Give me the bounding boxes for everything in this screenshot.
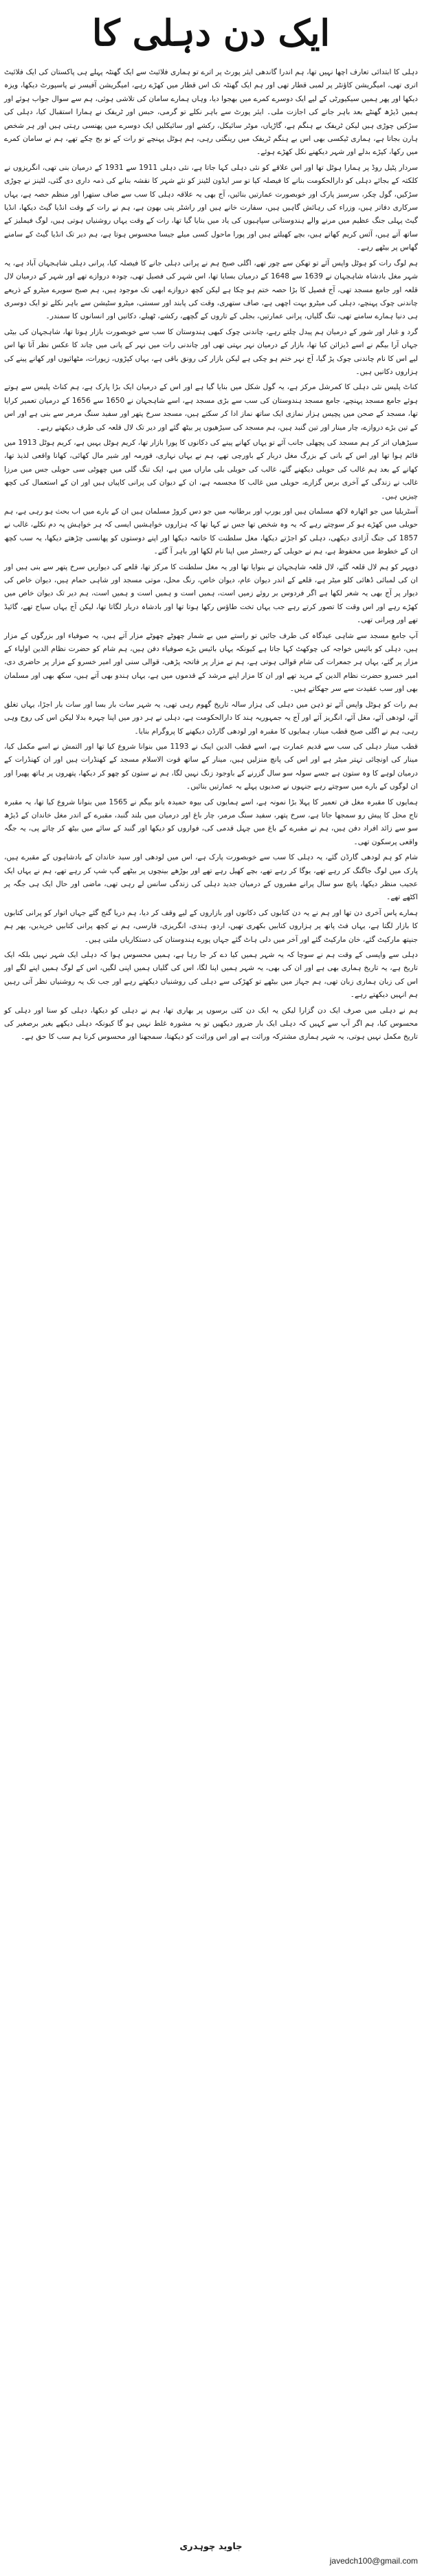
paragraph: شام کو ہم لودھی گارڈن گئے، یہ دہلی کا سب سے خوبصورت پارک ہے، اس میں لودھی اور سید خاندان کے بادشاہوں کے مقبرے ہیں، پارک میں لوگ جاگنگ کر رہے تھے، یوگا کر رہے تھے، بچے کھیل رہے تھے اور بوڑھے بینچوں پر بیٹھے گپ شپ کر رہے تھے، ہم نے یہاں ایک عجیب منظر دیکھا، پانچ سو سال پرانے مقبروں کے درمیان جدید دہلی کی زندگی سانس لے رہی تھی، ماضی اور حال ایک ہی جگہ پر اکٹھے تھے۔ (4, 853, 418, 902)
paragraph: ہم رات کو ہوٹل واپس آئے تو ذہن میں دہلی کی ہزار سالہ تاریخ گھوم رہی تھی، یہ شہر سات بار بسا اور سات بار اجڑا، یہاں تغلق آئے، لودھی آئے، مغل آئے، انگریز آئے اور آج یہ جمہوریہ ہند کا دارالحکومت ہے، دہلی نے ہر دور میں اپنا چہرہ بدلا لیکن اس کی روح وہی رہی، ہم نے اگلی صبح قطب مینار، ہمایوں کا مقبرہ اور لودھی گارڈن دیکھنے کا پروگرام بنایا۔ (4, 700, 418, 736)
paragraph: آسٹریلیا میں جو اٹھارہ لاکھ مسلمان ہیں اور یورپ اور برطانیہ میں جو دس کروڑ مسلمان ہیں ان کے بارے میں اب بحث ہو رہی ہے، ہم حویلی میں کھڑے ہو کر سوچتے رہے کہ یہ وہ شخص تھا جس نے کہا تھا کہ ہزاروں خواہشیں ایسی کہ ہر خواہش پہ دم نکلے، غالب نے 1857 کی جنگ آزادی دیکھی، دہلی کو اجڑتے دیکھا، مغل سلطنت کا خاتمہ دیکھا اور اپنے دوستوں کو پھانسی چڑھتے دیکھا، یہ سب کچھ ان کے خطوط میں محفوظ ہے، ہم نے حویلی کے رجسٹر میں اپنا نام لکھا اور باہر آ گئے۔ (4, 507, 418, 556)
paragraph: سیڑھیاں اتر کر ہم مسجد کی پچھلی جانب آئے تو یہاں کھانے پینے کی دکانوں کا پورا بازار تھا، کریم ہوٹل یہیں ہے، کریم ہوٹل 1913 میں قائم ہوا تھا اور اس کے بانی کے بزرگ مغل دربار کے باورچی تھے، ہم نے یہاں نہاری، قورمہ اور شیر مال کھائی، کھانا واقعی لذیذ تھا، کھانے کے بعد ہم غالب کی حویلی دیکھنے گئے، غالب کی حویلی بلی ماراں میں ہے، ایک تنگ گلی میں چھوٹی سی حویلی جس میں مرزا غالب نے زندگی کے آخری برس گزارے، حویلی میں غالب کا مجسمہ ہے، ان کے دیوان کی پرانی کاپیاں ہیں اور ان کے استعمال کی کچھ چیزیں ہیں۔ (4, 438, 419, 500)
paragraph: کناٹ پلیس نئی دہلی کا کمرشل مرکز ہے، یہ گول شکل میں بنایا گیا ہے اور اس کے درمیان ایک بڑا پارک ہے، ہم کناٹ پلیس سے ہوتے ہوئے جامع مسجد پہنچے، جامع مسجد ہندوستان کی سب سے بڑی مسجد ہے، اسے شاہجہان نے 1650 سے 1656 کے درمیان تعمیر کرایا تھا، مسجد کے صحن میں پچیس ہزار نمازی ایک ساتھ نماز ادا کر سکتے ہیں، مسجد سرخ پتھر اور سفید سنگ مرمر سے بنی ہے اور اس کے تین بڑے دروازے، چار مینار اور تین گنبد ہیں، ہم مسجد کی سیڑھیوں پر بیٹھ گئے اور دیر تک لال قلعہ کی طرف دیکھتے رہے۔ (4, 383, 418, 432)
paragraph: گرد و غبار اور شور کے درمیان ہم پیدل چلتے رہے، چاندنی چوک کبھی ہندوستان کا سب سے خوبصورت بازار ہوتا تھا، شاہجہان کی بیٹی جہاں آرا بیگم نے اسے ڈیزائن کیا تھا، بازار کے درمیان نہر بہتی تھی اور چاندنی رات میں نہر کے پانی میں چاند کا عکس نظر آتا تھا اس لیے اس کا نام چاندنی چوک پڑ گیا، آج نہر ختم ہو چکی ہے لیکن بازار کی رونق باقی ہے، یہاں کپڑوں، زیورات، مٹھائیوں اور کھانے پینے کی ہزاروں دکانیں ہیں۔ (4, 327, 418, 376)
paragraph: دہلی کا ابتدائی تعارف اچھا نہیں تھا، ہم اندرا گاندھی ایئر پورٹ پر اترے تو ہماری فلائیٹ سے ایک گھنٹہ پہلے ہی پاکستان کی ایک فلائیٹ اتری تھی، امیگریشن کاؤنٹر پر لمبی قطار تھی اور ہم ایک گھنٹہ تک اس قطار میں کھڑے رہے، امیگریشن آفیسر نے پاسپورٹ دیکھا، ویزہ دیکھا اور پھر ہمیں سیکیورٹی کے لیے ایک دوسرے کمرے میں بھجوا دیا، وہاں ہمارے سامان کی تلاشی ہوئی، ہم سے سوال جواب ہوئے اور ہمیں ڈیڑھ گھنٹے بعد باہر جانے کی اجازت ملی۔ ایئر پورٹ سے باہر نکلے تو گرمی، حبس اور ٹریفک نے ہمارا استقبال کیا، دہلی کی سڑکیں چوڑی ہیں لیکن ٹریفک بے ہنگم ہے، گاڑیاں، موٹر سائیکل، رکشے اور سائیکلیں ایک دوسرے میں پھنسی رہتی ہیں اور ہر شخص ہارن بجاتا ہے، ہماری ٹیکسی بھی اس بے ہنگم ٹریفک میں رینگتی رہی، ہم ہوٹل پہنچے تو رات کے نو بج چکے تھے، ہم نے سامان کمرے میں رکھا، کپڑے بدلے اور شہر دیکھنے نکل کھڑے ہوئے۔ (4, 68, 418, 157)
article-body (4, 66, 418, 1044)
paragraph: قطب مینار دہلی کی سب سے قدیم عمارت ہے، اسے قطب الدین ایبک نے 1193 میں بنوانا شروع کیا تھا اور التمش نے اسے مکمل کیا، مینار کی اونچائی تہتر میٹر ہے اور اس کی پانچ منزلیں ہیں، مینار کے ساتھ قوت الاسلام مسجد کے کھنڈرات ہیں اور ان کھنڈرات کے درمیان لوہے کا وہ ستون ہے جسے سولہ سو سال گزرنے کے باوجود زنگ نہیں لگا، ہم نے ستون کو چھو کر دیکھا، پتھروں پر ہاتھ پھیرا اور ان لوگوں کے بارے میں سوچتے رہے جنہوں نے صدیوں پہلے یہ عمارتیں بنائیں۔ (4, 742, 418, 791)
paragraph: آپ جامع مسجد سے شاہی عیدگاہ کی طرف جائیں تو راستے میں بے شمار چھوٹے چھوٹے مزار آتے ہیں، یہ صوفیاء اور بزرگوں کے مزار ہیں، دہلی کو بائیس خواجہ کی چوکھٹ کہا جاتا ہے کیونکہ یہاں بائیس بڑے صوفیاء دفن ہیں، ہم شام کو حضرت نظام الدین اولیاء کے مزار پر گئے، یہاں ہر جمعرات کی شام قوالی ہوتی ہے، ہم نے مزار پر فاتحہ پڑھی، قوالی سنی اور امیر خسرو کے مزار پر حاضری دی، امیر خسرو حضرت نظام الدین کے مرید تھے اور ان کا مزار اپنے مرشد کے قدموں میں ہے، یہاں ہندو بھی آتے ہیں، سکھ بھی اور مسلمان بھی اور سب عقیدت سے سر جھکاتے ہیں۔ (4, 631, 418, 694)
byline (4, 2542, 418, 2569)
paragraph: سردار پٹیل روڈ پر ہمارا ہوٹل تھا اور اس علاقے کو نئی دہلی کہا جاتا ہے، نئی دہلی 1911 سے 1931 کے درمیان بنی تھی، انگریزوں نے کلکتہ کے بجائے دہلی کو دارالحکومت بنانے کا فیصلہ کیا تو سر ایڈون لٹینز کو نئے شہر کا نقشہ بنانے کی ذمہ داری دی گئی، لٹینز نے چوڑی سڑکیں، گول چکر، سرسبز پارک اور خوبصورت عمارتیں بنائیں، آج بھی یہ علاقہ دہلی کا سب سے صاف ستھرا اور منظم حصہ ہے، یہاں سرکاری دفاتر ہیں، وزراء کی رہائش گاہیں ہیں، سفارت خانے ہیں اور راشٹر پتی بھون ہے، ہم نے رات کے وقت انڈیا گیٹ دیکھا، انڈیا گیٹ پہلی جنگ عظیم میں مرنے والے ہندوستانی سپاہیوں کی یاد میں بنایا گیا تھا، رات کے وقت یہاں روشنیاں ہوتی ہیں، لوگ فیملیز کے ساتھ آتے ہیں، آئس کریم کھاتے ہیں، بچے کھیلتے ہیں اور پورا ماحول کسی میلے جیسا محسوس ہوتا ہے، ہم دیر تک انڈیا گیٹ کے سامنے گھاس پر بیٹھے رہے۔ (4, 163, 418, 252)
paragraph: ہم نے دہلی میں صرف ایک دن گزارا لیکن یہ ایک دن کئی برسوں پر بھاری تھا، ہم نے دہلی کو دیکھا، دہلی کو سنا اور دہلی کو محسوس کیا، ہم اگر آپ سے کہیں کہ دہلی ایک بار ضرور دیکھیں تو یہ مشورہ غلط نہیں ہو گا کیونکہ دہلی دیکھے بغیر برصغیر کی تاریخ مکمل نہیں ہوتی، یہ شہر ہماری مشترکہ وراثت ہے اور اس وراثت کو دیکھنا، سمجھنا اور محسوس کرنا ہم سب کا حق ہے۔ (4, 1006, 418, 1042)
headline: ایک دن دہلی کا (92, 12, 330, 54)
paragraph: ہمایوں کا مقبرہ مغل فن تعمیر کا پہلا بڑا نمونہ ہے، اسے ہمایوں کی بیوہ حمیدہ بانو بیگم نے 1565 میں بنوانا شروع کیا تھا، یہ مقبرہ تاج محل کا پیش رو سمجھا جاتا ہے، سرخ پتھر، سفید سنگ مرمر، چار باغ اور درمیان میں بلند گنبد، مقبرے کے اندر مغل خاندان کے ڈیڑھ سو سے زائد افراد دفن ہیں، ہم نے مقبرے کے باغ میں چہل قدمی کی، فواروں کو دیکھا اور گنبد کے سائے میں بیٹھ کر چائے پی، یہ جگہ واقعی پرسکون تھی۔ (4, 797, 418, 846)
paragraph: دوپہر کو ہم لال قلعہ گئے، لال قلعہ شاہجہان نے بنوایا تھا اور یہ مغل سلطنت کا مرکز تھا، قلعے کی دیواریں سرخ پتھر سے بنی ہیں اور ان کی لمبائی ڈھائی کلو میٹر ہے، قلعے کے اندر دیوان عام، دیوان خاص، رنگ محل، موتی مسجد اور شاہی حمام ہیں، دیوان خاص کی دیوار پر آج بھی یہ شعر لکھا ہے اگر فردوس بر روئے زمیں است، ہمیں است و ہمیں است و ہمیں است، ہم دیر تک دیوان خاص میں کھڑے رہے اور اس وقت کا تصور کرتے رہے جب یہاں تخت طاؤس رکھا ہوتا تھا اور بادشاہ دربار لگاتا تھا، لیکن آج یہاں سیاح تھے، گائیڈ تھے اور ویرانی تھی۔ (4, 562, 418, 625)
paragraph: دہلی سے واپسی کے وقت ہم نے سوچا کہ یہ شہر ہمیں کیا دے کر جا رہا ہے، ہمیں محسوس ہوا کہ دہلی ایک شہر نہیں بلکہ ایک تاریخ ہے، یہ تاریخ ہماری بھی ہے اور ان کی بھی، یہ شہر ہمیں اپنا لگا، اس کی گلیاں ہمیں اپنی لگیں، اس کے لوگ ہمیں اپنے لگے اور اس کی زبان ہماری زبان تھی، ہم جہاز میں بیٹھے تو کھڑکی سے دہلی کی روشنیاں دیکھتے رہے اور جب تک یہ روشنیاں نظر آتی رہیں ہم انہیں دیکھتے رہے۔ (4, 951, 418, 1000)
paragraph: ہمارے پاس آخری دن تھا اور ہم نے یہ دن کتابوں کی دکانوں اور بازاروں کے لیے وقف کر دیا، ہم دریا گنج گئے جہاں اتوار کو پرانی کتابوں کا بازار لگتا ہے، یہاں فٹ پاتھ پر ہزاروں کتابیں بکھری تھیں، اردو، ہندی، انگریزی، فارسی، ہم نے کچھ پرانی کتابیں خریدیں، پھر ہم جنپتھ مارکیٹ گئے، خان مارکیٹ گئے اور آخر میں دلی ہاٹ گئے جہاں پورے ہندوستان کی دستکاریاں ملتی ہیں۔ (4, 908, 418, 944)
author-name: جاوید چوہدری (179, 2542, 243, 2552)
author-email: javedch100@gmail.com (329, 2556, 418, 2566)
paragraph: ہم لوگ رات کو ہوٹل واپس آئے تو تھکن سے چور تھے، اگلی صبح ہم نے پرانی دہلی جانے کا فیصلہ کیا، پرانی دہلی شاہجہان آباد ہے، یہ شہر مغل بادشاہ شاہجہان نے 1639 سے 1648 کے درمیان بسایا تھا، اس شہر کی فصیل تھی، چودہ دروازے تھے اور شہر کے درمیان لال قلعہ اور جامع مسجد تھی، آج فصیل کا بڑا حصہ ختم ہو چکا ہے لیکن کچھ دروازے ابھی تک موجود ہیں، ہم صبح سویرے میٹرو کے ذریعے چاندنی چوک پہنچے، دہلی کی میٹرو بہت اچھی ہے، صاف ستھری، وقت کی پابند اور سستی، میٹرو سٹیشن سے باہر نکلے تو ایک دوسری ہی دنیا ہمارے سامنے تھی، تنگ گلیاں، پرانی عمارتیں، بجلی کے تاروں کے گچھے، رکشے، ٹھیلے، دکانیں اور انسانوں کا سمندر۔ (4, 258, 418, 321)
